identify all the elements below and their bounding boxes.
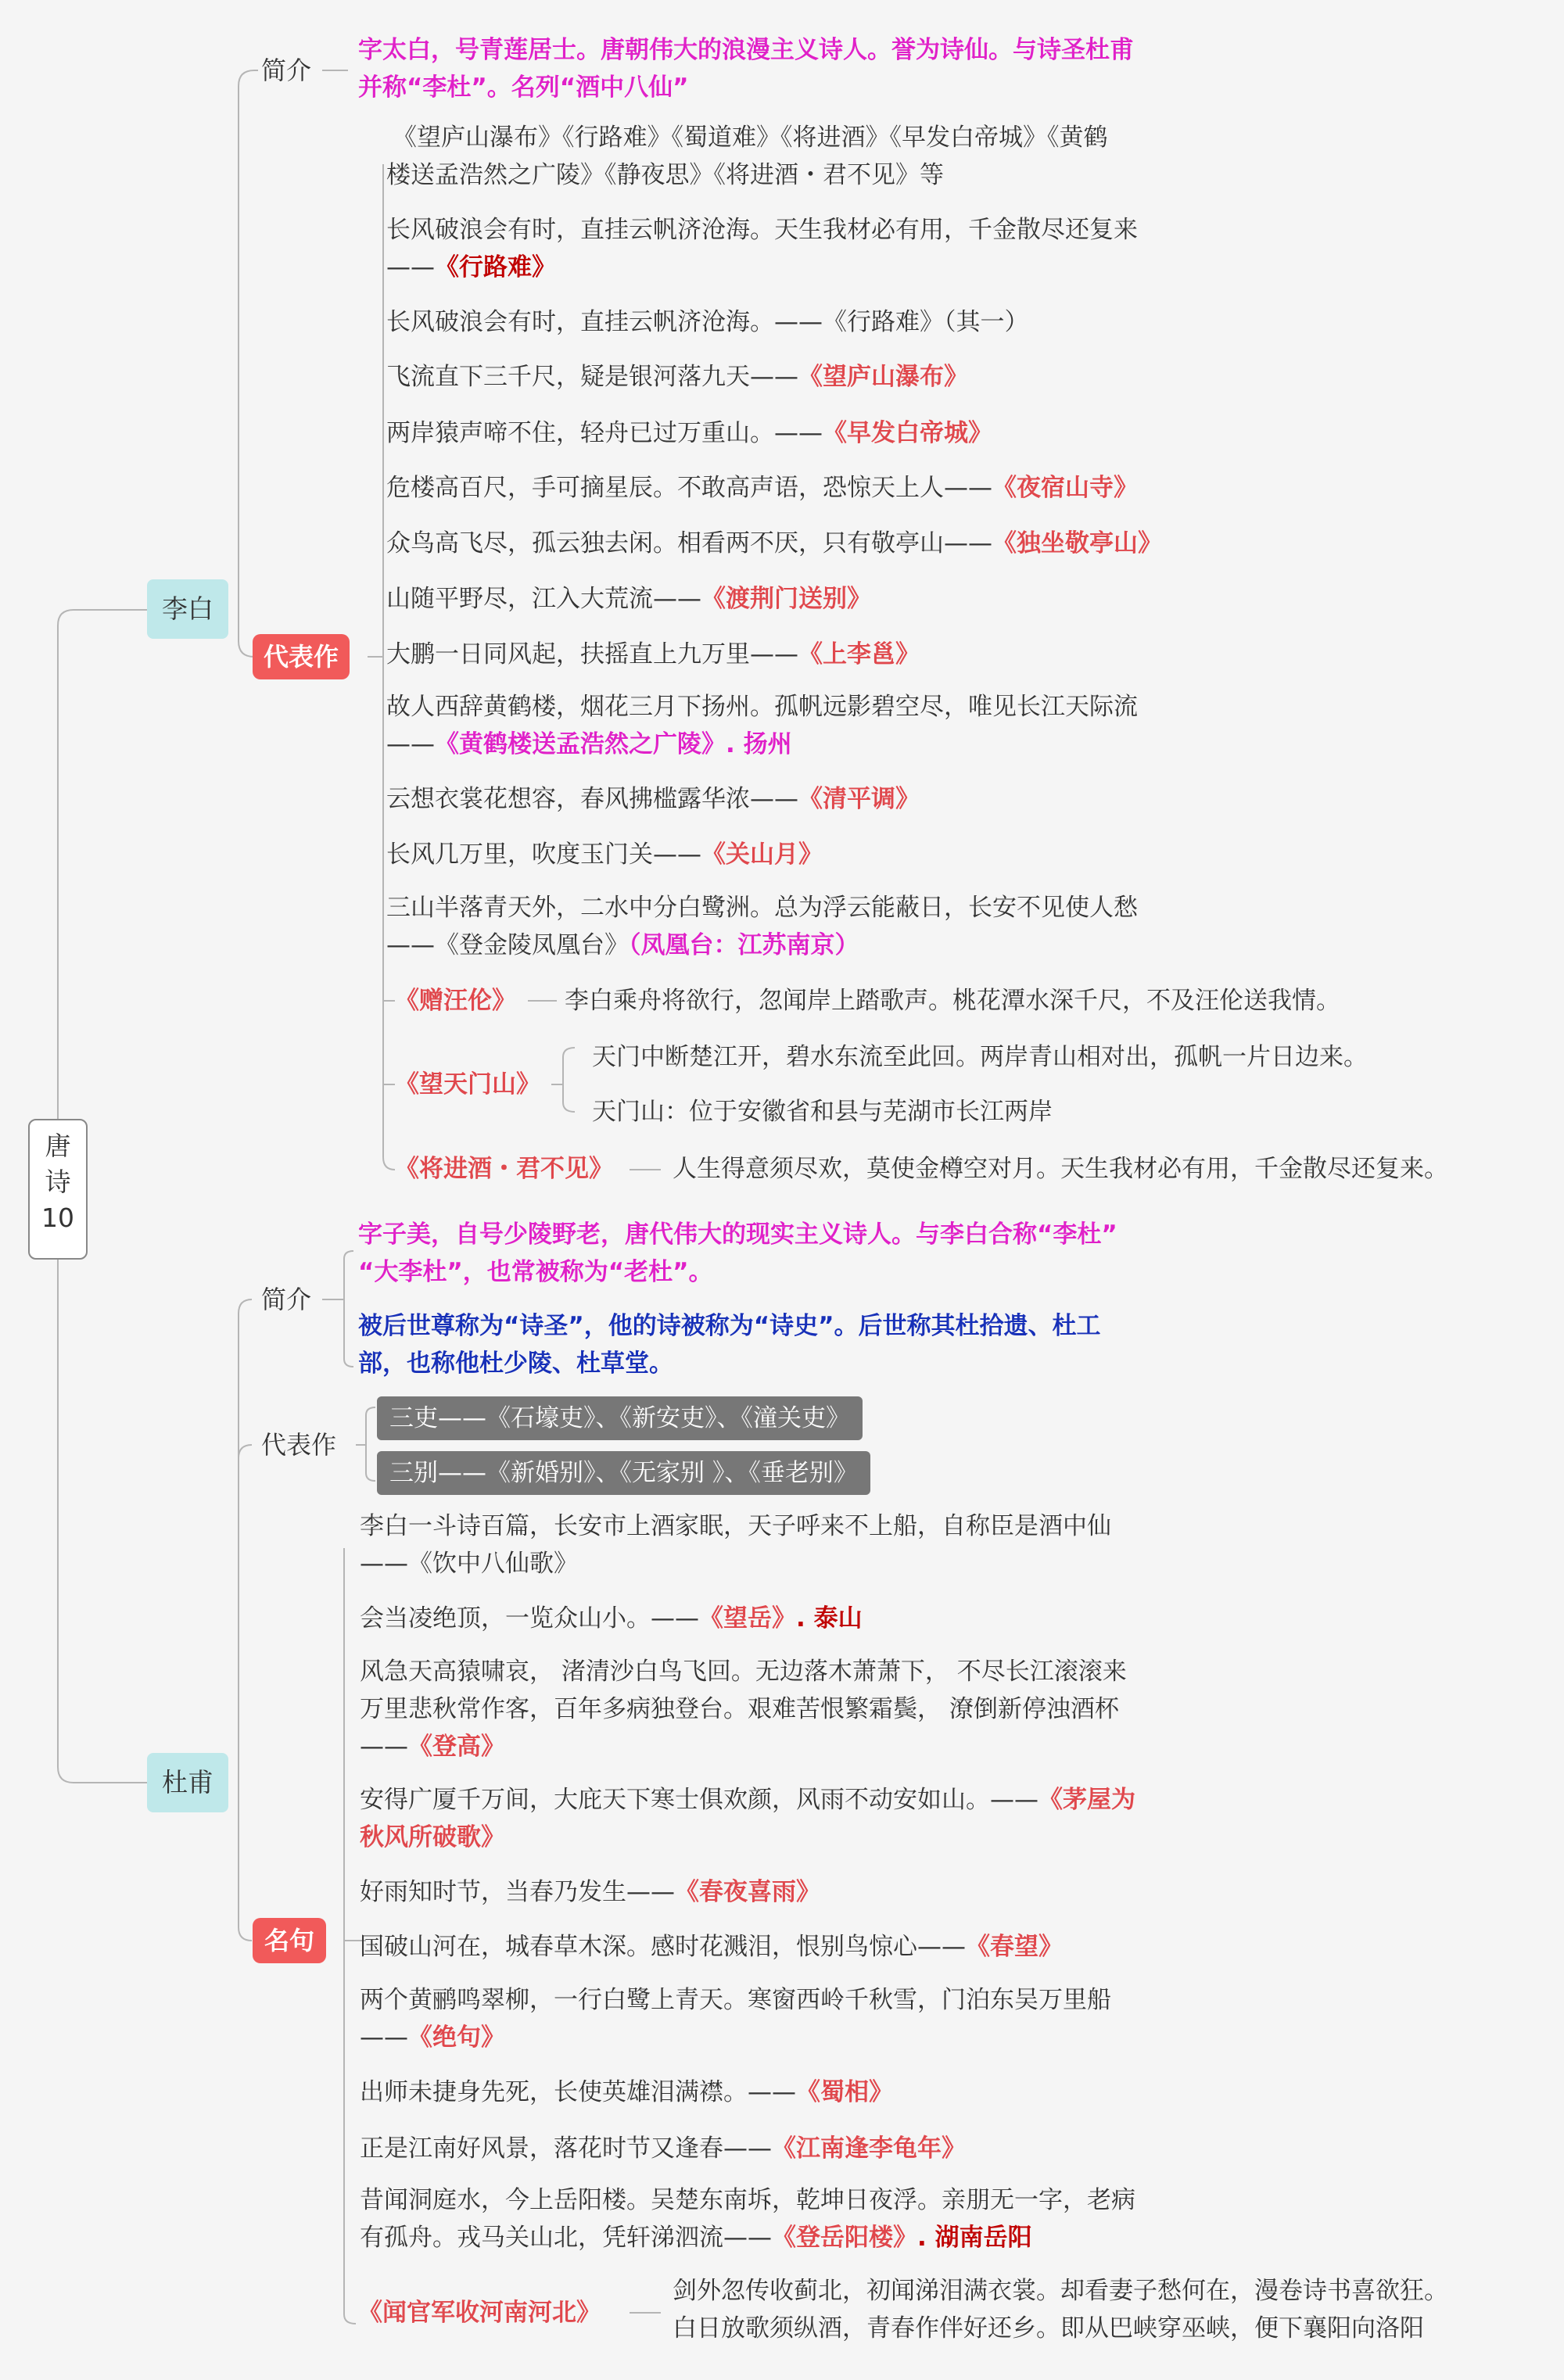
location-note: . 泰山 [796,1604,863,1633]
verse: 正是江南好风景，落花时节又逢春—— [360,2134,772,2163]
dufu-q11-line2: 白日放歌须纵酒，青春作伴好还乡。即从巴峡穿巫峡，便下襄阳向洛阳 [673,2314,1424,2342]
libai-w10 [386,780,920,818]
dufu-lines-label[interactable]: 名句 [253,1918,326,1963]
dufu-q2 [360,1600,863,1637]
verse: 国破山河在，城春草木深。感时花溅泪，恨别鸟惊心—— [360,1933,966,1961]
poem-title: 《绝句》 [408,2023,505,2052]
libai-w5 [386,469,1138,507]
dufu-works-label[interactable]: 代表作 [261,1430,337,1460]
libai-w7 [386,580,871,618]
poem-title: ——《登金陵凤凰台》 [386,931,629,959]
dufu-q10-line1: 昔闻洞庭水，今上岳阳楼。吴楚东南坼，乾坤日夜浮。亲朋无一字，老病 [360,2186,1135,2214]
verse: 山随平野尽，江入大荒流—— [386,585,701,613]
dufu-q4 [360,1781,1135,1819]
dufu-node[interactable]: 杜甫 [147,1753,228,1812]
verse: 会当凌绝顶，一览众山小。—— [360,1604,699,1633]
verse: 出师未捷身先死，长使英雄泪满襟。—— [360,2078,796,2106]
dufu-q3-line1: 风急天高猿啸哀， 渚清沙白鸟飞回。无边落木萧萧下， 不尽长江滚滚来 [360,1658,1127,1686]
poem-title: 《黄鹤楼送孟浩然之广陵》. 扬州 [435,730,792,758]
libai-w1: 长风破浪会有时，直挂云帆济沧海。天生我材必有用，千金散尽还复来 [386,216,1138,244]
location-note: （凤凰台：江苏南京） [629,931,859,959]
libai-w14-verse: 天门中断楚江开，碧水东流至此回。两岸青山相对出，孤帆一片日边来。 [592,1043,1368,1071]
verse: 大鹏一日同风起，扶摇直上九万里—— [386,640,798,668]
dash: —— [360,1733,408,1761]
libai-w1-src [386,249,556,286]
dufu-q1: 李白一斗诗百篇，长安市上酒家眠，天子呼来不上船，自称臣是酒中仙 [360,1512,1111,1540]
poem-title: 《早发白帝城》 [823,419,992,447]
poem-title: 《清平调》 [798,785,920,813]
poem-title: 《夜宿山寺》 [992,474,1138,502]
libai-intro-line1: 字太白，号青莲居士。唐朝伟大的浪漫主义诗人。誉为诗仙。与诗圣杜甫 [358,36,1134,64]
libai-w9: 故人西辞黄鹤楼，烟花三月下扬州。孤帆远影碧空尽，唯见长江天际流 [386,693,1138,721]
dufu-works-three-farewells[interactable]: 三别——《新婚别》、《无家别 》、《垂老别》 [377,1451,870,1495]
poem-title: 《行路难》 [435,253,556,281]
libai-work-list [393,119,1108,156]
poem-title: 《登高》 [408,1733,505,1761]
dufu-q6 [360,1928,1063,1966]
dufu-q8 [360,2074,893,2111]
libai-w14-title[interactable]: 《望天门山》 [395,1070,540,1099]
dufu-q11-title[interactable]: 《闻官军收河南河北》 [358,2299,601,2327]
poem-title: 《蜀相》 [796,2078,893,2106]
verse: 飞流直下三千尺，疑是银河落九天—— [386,363,798,391]
verse: 有孤舟。戎马关山北，凭轩涕泗流—— [360,2224,772,2252]
verse: 众鸟高飞尽，孤云独去闲。相看两不厌，只有敬亭山—— [386,529,992,557]
dufu-works-three-officials[interactable]: 三吏——《石壕吏》、《新安吏》、《潼关吏》 [377,1396,863,1440]
poem-title: 《茅屋为 [1038,1786,1135,1814]
verse: 危楼高百尺，手可摘星辰。不敢高声语，恐惊天上人—— [386,474,992,502]
poem-title: 《望庐山瀑布》 [798,363,968,391]
poem-title: 《春夜喜雨》 [675,1878,820,1906]
poem-title: 《登岳阳楼》 [772,2224,917,2252]
libai-w4 [386,414,992,452]
dufu-q11-line1: 剑外忽传收蓟北，初闻涕泪满衣裳。却看妻子愁何在，漫卷诗书喜欲狂。 [673,2277,1448,2305]
libai-w13-title[interactable]: 《赠汪伦》 [395,987,516,1015]
dufu-intro-label[interactable]: 简介 [261,1285,312,1314]
root-line1: 唐 [45,1131,71,1161]
poem-title: 《关山月》 [701,841,823,869]
dash: —— [386,253,435,281]
libai-w13-verse: 李白乘舟将欲行，忽闻岸上踏歌声。桃花潭水深千尺，不及汪伦送我情。 [565,987,1340,1015]
libai-w15-verse: 人生得意须尽欢，莫使金樽空对月。天生我材必有用，千金散尽还复来。 [673,1155,1448,1183]
verse: 云想衣裳花想容，春风拂槛露华浓—— [386,785,798,813]
poem-title: 《春望》 [966,1933,1063,1961]
libai-w3 [386,358,968,396]
verse: 好雨知时节，当春乃发生—— [360,1878,675,1906]
libai-w14-note: 天门山：位于安徽省和县与芜湖市长江两岸 [592,1098,1053,1126]
root-line2: 诗 [45,1167,71,1197]
dash: —— [386,730,435,758]
libai-w9-src [386,726,792,763]
libai-intro-line2: 并称“李杜”。名列“酒中八仙” [358,73,689,102]
location-note: . 湖南岳阳 [917,2224,1032,2252]
dufu-q3-line2: 万里悲秋常作客，百年多病独登台。艰难苦恨繁霜鬓， 潦倒新停浊酒杯 [360,1695,1119,1723]
poem-title: 《上李邕》 [798,640,920,668]
libai-w11 [386,836,823,873]
poem-title: 《江南逢李龟年》 [772,2134,966,2163]
verse: 长风几万里，吹度玉门关—— [386,841,701,869]
dufu-q1-src: ——《饮中八仙歌》 [360,1550,578,1578]
libai-w12-src [386,927,859,964]
dufu-intro2-line1: 被后世尊称为“诗圣”，他的诗被称为“诗史”。后世称其杜拾遗、杜工 [358,1312,1101,1340]
libai-work-list-line1: 《望庐山瀑布》《行路难》《蜀道难》《将进酒》《早发白帝城》《黄鹤 [393,124,1108,152]
dash: —— [360,2023,408,2052]
libai-w8 [386,636,920,673]
poem-title: 《渡荆门送别》 [701,585,871,613]
libai-intro-label[interactable]: 简介 [261,56,312,85]
dufu-q4-title-cont: 秋风所破歌》 [360,1823,505,1851]
dufu-q5 [360,1873,820,1911]
dufu-q3-src [360,1728,505,1765]
dufu-q10-line2 [360,2219,1032,2256]
root-node[interactable] [28,1119,88,1260]
libai-w12: 三山半落青天外，二水中分白鹭洲。总为浮云能蔽日，长安不见使人愁 [386,894,1138,922]
libai-w2: 长风破浪会有时，直挂云帆济沧海。——《行路难》（其一） [386,308,1029,336]
dufu-q7-src [360,2019,505,2056]
libai-w6 [386,525,1162,562]
dufu-intro1-line2: “大李杜”，也常被称为“老杜”。 [358,1258,713,1286]
root-line3: 10 [41,1203,74,1233]
libai-w15-title[interactable]: 《将进酒・君不见》 [395,1155,613,1183]
dufu-intro1-line1: 字子美，自号少陵野老，唐代伟大的现实主义诗人。与李白合称“李杜” [358,1220,1117,1249]
dufu-q7: 两个黄鹂鸣翠柳，一行白鹭上青天。寒窗西岭千秋雪，门泊东吴万里船 [360,1986,1111,2014]
verse: 安得广厦千万间，大庇天下寒士俱欢颜，风雨不动安如山。—— [360,1786,1038,1814]
verse: 两岸猿声啼不住，轻舟已过万重山。—— [386,419,823,447]
poem-title: 《望岳》 [699,1604,796,1633]
libai-works-label[interactable]: 代表作 [253,634,350,679]
libai-node[interactable]: 李白 [147,579,228,639]
poem-title: 《独坐敬亭山》 [992,529,1162,557]
dufu-intro2-line2: 部，也称他杜少陵、杜草堂。 [358,1350,673,1378]
dufu-q9 [360,2130,966,2167]
libai-work-list-line2: 楼送孟浩然之广陵》《静夜思》《将进酒・君不见》等 [386,161,944,189]
